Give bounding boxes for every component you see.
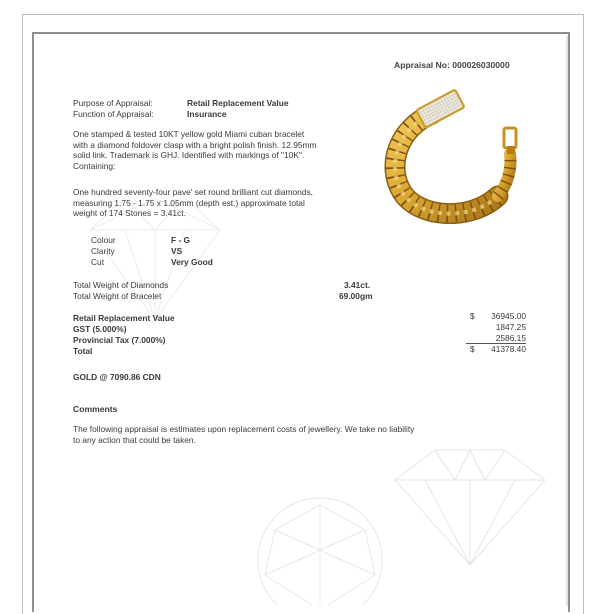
clarity-value: VS [171, 246, 183, 256]
cut-label: Cut [91, 257, 105, 267]
retail-value-label: Retail Replacement Value [73, 313, 175, 323]
item-description [73, 129, 373, 171]
retail-value-amount: 36945.00 [491, 311, 526, 321]
colour-label: Colour [91, 235, 116, 245]
provincial-tax-amount: 2586.15 [466, 333, 526, 344]
comments-line: The following appraisal is estimates upon replacement costs of jewellery. We take no liability [73, 424, 415, 434]
bracelet-weight-value: 69.00gm [339, 291, 373, 301]
cut-value: Very Good [171, 257, 213, 267]
comments-line: to any action that could be taken. [73, 434, 196, 445]
description-line: with a diamond foldover clasp with a bright polish finish. 12.95mm [73, 139, 317, 150]
retail-value-currency: $ [470, 311, 475, 321]
total-amount: 41378.40 [491, 344, 526, 354]
description-line: solid link. Trademark is GHJ. Identified with markings of "10K". [73, 150, 305, 160]
colour-value: F - G [171, 235, 191, 245]
description-line: One stamped & tested 10KT yellow gold Miami cuban bracelet [73, 129, 305, 139]
total-label: Total [73, 346, 93, 356]
gst-amount: 1847.25 [495, 322, 526, 332]
gold-price: GOLD @ 7090.86 CDN [73, 372, 161, 382]
comments-text [73, 424, 483, 445]
total-currency: $ [470, 344, 475, 354]
diamond-line: One hundred seventy-four pave' set round brilliant cut diamonds, [73, 187, 313, 197]
diamond-weight-label: Total Weight of Diamonds [73, 280, 169, 290]
appraisal-number: Appraisal No: 000026030000 [394, 60, 510, 70]
diamond-description [73, 187, 373, 219]
description-line: Containing: [73, 160, 116, 171]
gst-label: GST (5.000%) [73, 324, 127, 334]
diamond-line: weight of 174 Stones = 3.41ct. [73, 208, 186, 218]
purpose-label: Purpose of Appraisal: [73, 98, 153, 108]
diamond-weight-value: 3.41ct. [344, 280, 371, 290]
gold-cuban-bracelet-image [380, 88, 530, 224]
provincial-tax-label: Provincial Tax (7.000%) [73, 335, 166, 345]
clarity-label: Clarity [91, 246, 115, 256]
bracelet-weight-label: Total Weight of Bracelet [73, 291, 162, 301]
function-value: Insurance [187, 109, 227, 119]
diamond-line: measuring 1.75 - 1.75 x 1.05mm (depth est.) approximate total [73, 197, 305, 208]
purpose-value: Retail Replacement Value [187, 98, 289, 108]
function-label: Function of Appraisal: [73, 109, 154, 119]
comments-heading: Comments [73, 404, 118, 414]
